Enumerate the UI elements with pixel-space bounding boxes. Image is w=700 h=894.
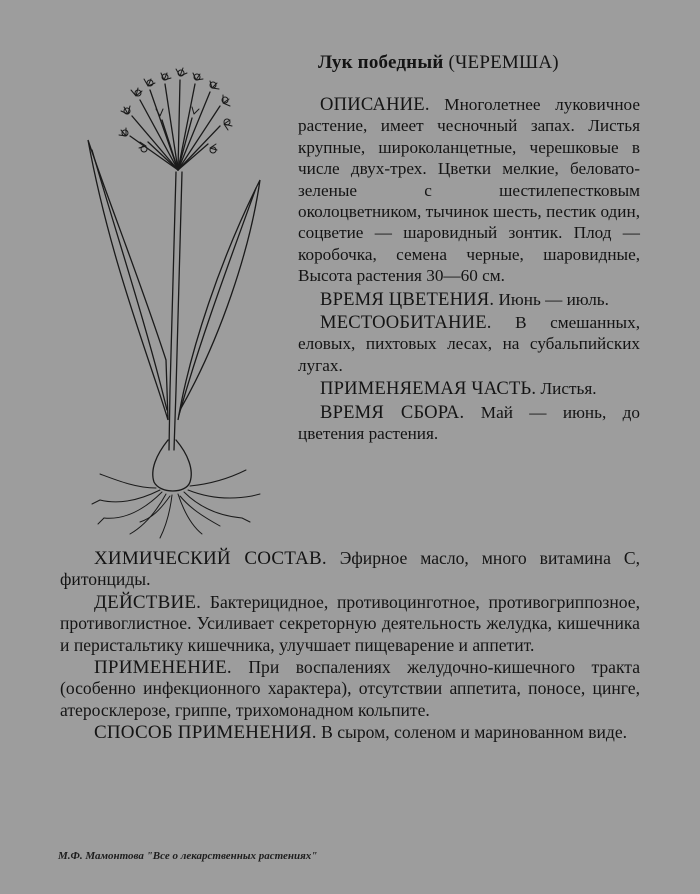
- section-flowering: [298, 289, 640, 310]
- text-harvest: Май — июнь, до цветения растения.: [298, 402, 640, 444]
- bulb: [153, 440, 191, 491]
- section-habitat: [298, 312, 640, 376]
- section-action: [60, 592, 640, 656]
- text-description: Многолетнее луковичное растение, имеет чесночный запах. Листья крупные, широколанцетные, черешковые в числе двух-трех. Цветки мелкие, беловато-зеленые с шестилепестковым околоцветником, тычинок шесть, пестик один, соцветие — шаровидный зонтик. Плод — коробочка, семена черные, шаровидные, Высота растения 30—60 см.: [298, 95, 640, 286]
- right-column-text: [298, 94, 640, 447]
- text-composition: Эфирное масло, много витамина С, фитонциды.: [60, 548, 640, 590]
- text-usage: При воспалениях желудочно-кишечного тракта (особенно инфекционного характера), отсутствии аппетита, поносе, цинге, атеросклерозе, гриппе, трихомонадном кольпите.: [60, 657, 640, 720]
- source-caption: М.Ф. Мамонтова "Все о лекарственных растениях": [58, 850, 318, 862]
- text-flowering: Июнь — июль.: [498, 289, 609, 309]
- heading-action: ДЕЙСТВИЕ.: [94, 591, 202, 613]
- heading-habitat: МЕСТООБИТАНИЕ.: [320, 312, 492, 334]
- roots: [92, 470, 260, 538]
- text-action: Бактерицидное, противоцинготное, противогриппозное, противоглистное. Усиливает секреторную деятельность желудка, кишечника и перистальтику кишечника, улучшает пищеварение и аппетит.: [60, 591, 640, 655]
- text-habitat: В смешанных, еловых, пихтовых лесах, на субальпийских лугах.: [298, 313, 640, 375]
- umbel-flowers: [130, 80, 220, 170]
- section-part-used: [298, 378, 640, 399]
- section-composition: [60, 548, 640, 591]
- section-harvest: [298, 402, 640, 445]
- heading-description: ОПИСАНИЕ.: [320, 94, 430, 115]
- section-usage: [60, 657, 640, 721]
- plant-title: [318, 52, 678, 74]
- heading-part-used: ПРИМЕНЯЕМАЯ ЧАСТЬ.: [320, 378, 537, 400]
- ramson-plant-illustration: [70, 60, 310, 540]
- text-method: В сыром, соленом и маринованном виде.: [321, 722, 628, 743]
- section-description: [298, 94, 640, 287]
- right-leaf: [178, 180, 260, 420]
- heading-composition: ХИМИЧЕСКИЙ СОСТАВ.: [94, 548, 327, 569]
- title-bold: Лук победный: [318, 52, 444, 73]
- full-width-text: [60, 548, 640, 745]
- heading-method: СПОСОБ ПРИМЕНЕНИЯ.: [94, 722, 317, 744]
- left-leaf: [88, 140, 168, 420]
- section-method: [60, 722, 640, 743]
- heading-flowering: ВРЕМЯ ЦВЕТЕНИЯ.: [320, 288, 495, 310]
- heading-usage: ПРИМЕНЕНИЕ.: [94, 657, 232, 679]
- title-normal: (ЧЕРЕМША): [448, 52, 559, 73]
- text-part-used: Листья.: [540, 379, 597, 399]
- heading-harvest: ВРЕМЯ СБОРА.: [320, 401, 465, 423]
